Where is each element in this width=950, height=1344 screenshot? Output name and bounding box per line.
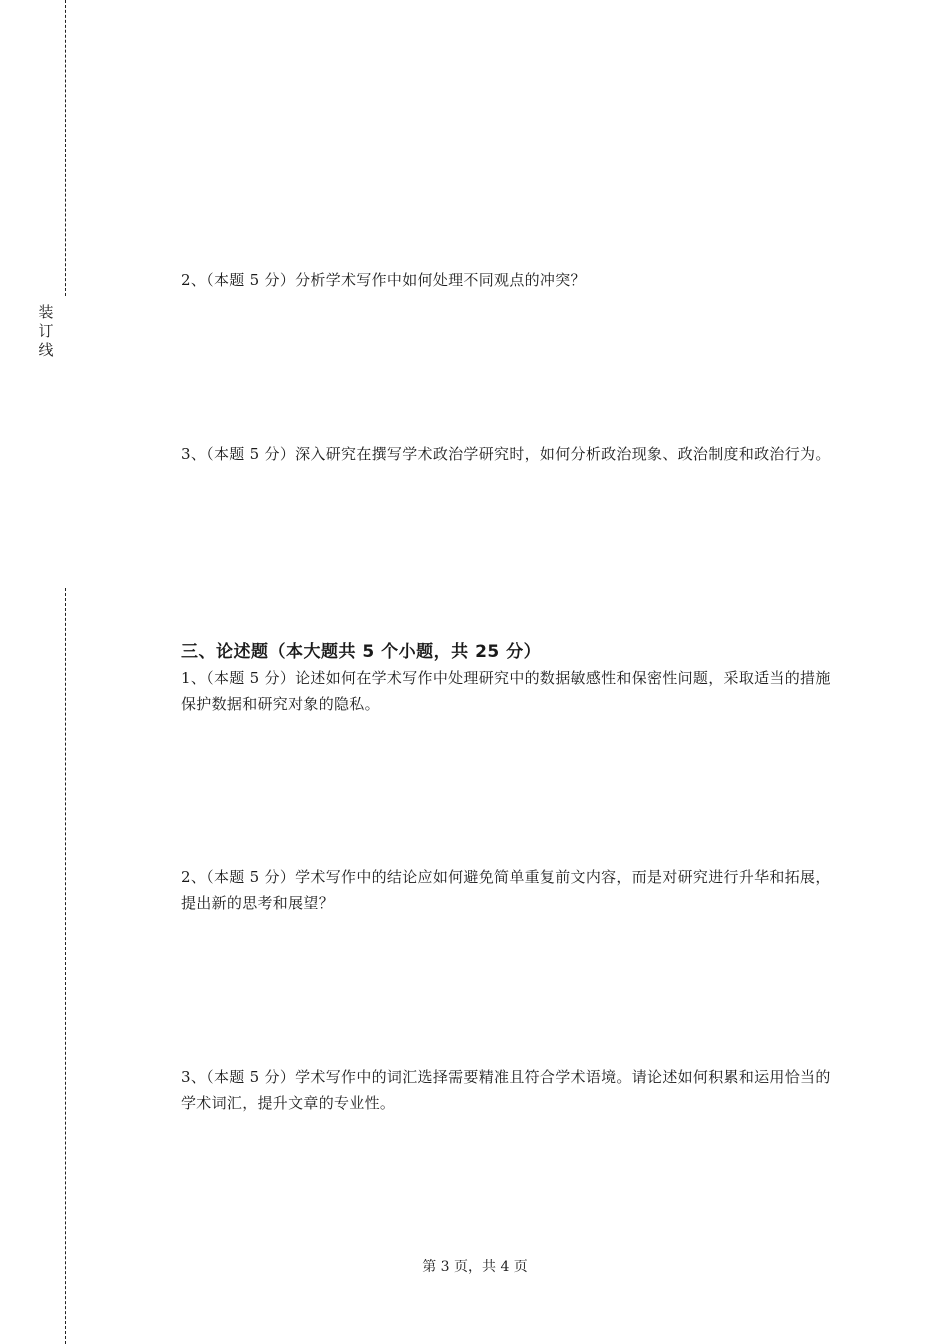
question-3-3: 3、（本题 5 分）学术写作中的词汇选择需要精准且符合学术语境。请论述如何积累和运用恰当的学术词汇，提升文章的专业性。 xyxy=(181,1068,831,1112)
binding-line-label xyxy=(36,303,56,360)
binding-char: 订 xyxy=(38,322,54,340)
binding-dashed-line-bottom xyxy=(65,588,66,1344)
question-3-1: 1、（本题 5 分）论述如何在学术写作中处理研究中的数据敏感性和保密性问题，采取适当的措施保护数据和研究对象的隐私。 xyxy=(181,669,831,713)
binding-char: 线 xyxy=(38,341,54,359)
question-2-3: 3、（本题 5 分）深入研究在撰写学术政治学研究时，如何分析政治现象、政治制度和政治行为。 xyxy=(181,445,831,463)
page-footer: 第 3 页，共 4 页 xyxy=(422,1259,528,1275)
section-3-title: 三、论述题（本大题共 5 个小题，共 25 分） xyxy=(181,642,542,662)
binding-dashed-line-top xyxy=(65,0,66,296)
question-2-2: 2、（本题 5 分）分析学术写作中如何处理不同观点的冲突？ xyxy=(181,271,586,289)
binding-char: 装 xyxy=(38,303,54,321)
question-3-2: 2、（本题 5 分）学术写作中的结论应如何避免简单重复前文内容，而是对研究进行升华和拓展，提出新的思考和展望？ xyxy=(181,868,831,912)
